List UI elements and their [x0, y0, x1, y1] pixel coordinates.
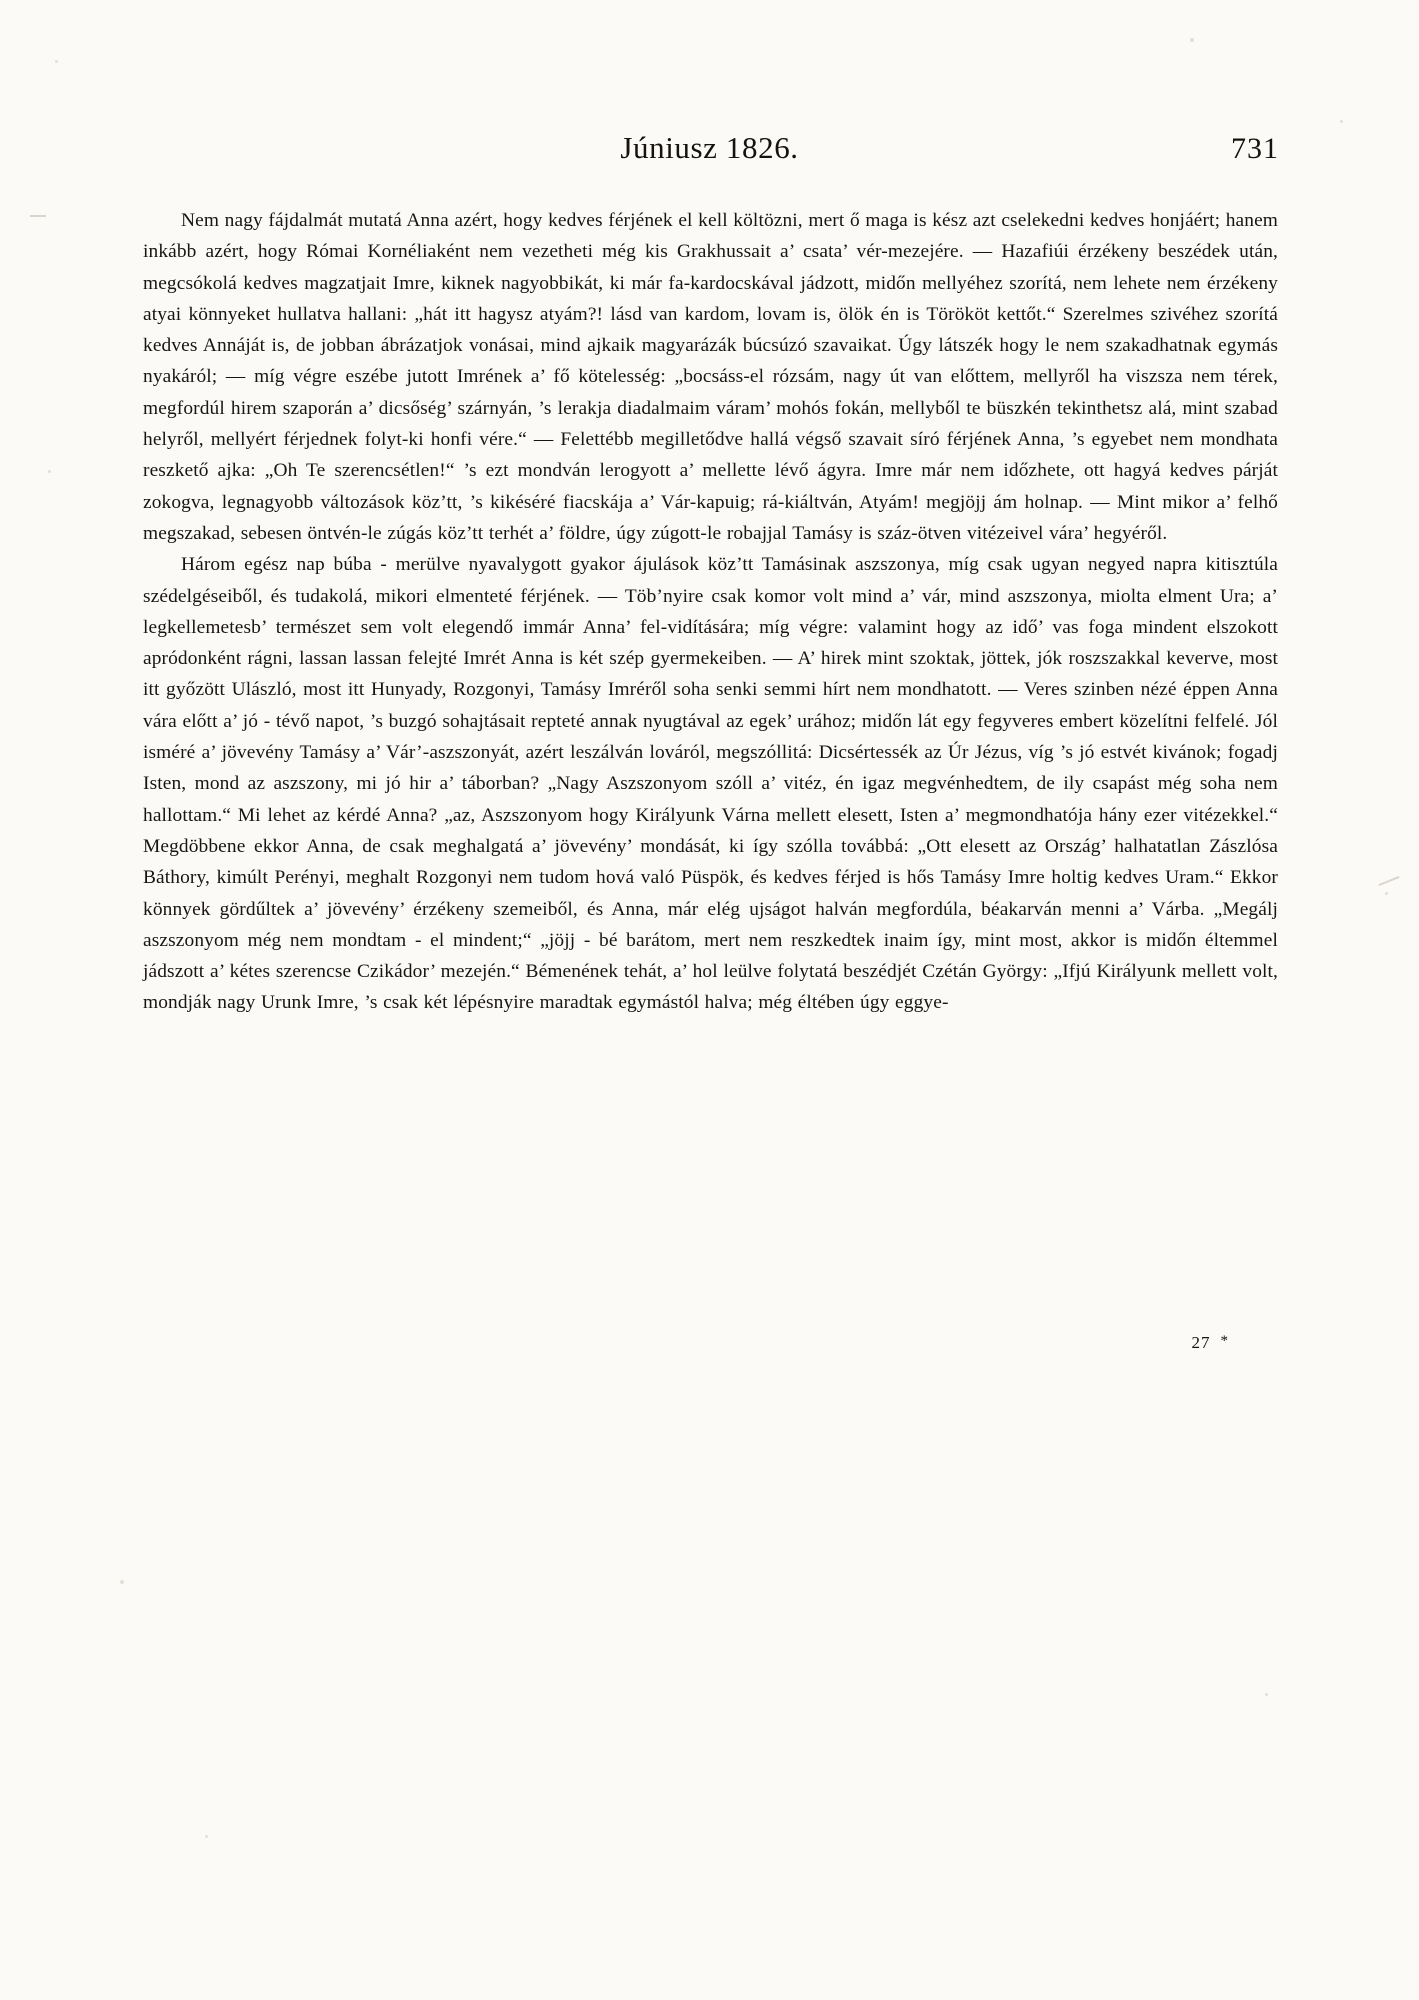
- page-title: Júniusz 1826.: [620, 130, 799, 165]
- page-edge-mark: [1378, 876, 1399, 886]
- paper-speck: [1385, 892, 1388, 895]
- paper-speck: [55, 60, 58, 63]
- page-number: 731: [1231, 132, 1279, 165]
- paragraph-1: Nem nagy fájdalmát mutatá Anna azért, hogy kedves férjének el kell költözni, mert ő maga is kész azt cselekedni kedves honjáért; hanem inkább azért, hogy Római Kornéliaként nem vezetheti még kis Grakhussait a’ csata’ vér-mezejére. — Hazafiúi érzékeny beszédek után, megcsókolá kedves magzatjait Imre, kiknek nagyobbikát, ki már fa-kardocskával jádzott, midőn mellyéhez szorítá, nem lehete nem érzékeny atyai könnyeket hullatva hallani: „hát itt hagysz atyám?! lásd van kardom, lovam is, ölök én is Törököt kettőt.“ Szerelmes szivéhez szorítá kedves Annáját is, de jobban ábrázatjok vonásai, mind ajkaik magyarázák búcsúzó szavaikat. Úgy látszék hogy le nem szakadhatnak egymás nyakáról; — míg végre eszébe jutott Imrének a’ fő kötelesség: „bocsáss-el rózsám, nagy út van előttem, mellyről ha viszsza nem térek, megfordúl hirem szaporán a’ dicsőség’ szárnyán, ’s lerakja diadalmaim váram’ mohós fokán, mellyből te büszkén tekinthetsz alá, mint szabad helyről, mellyért férjednek folyt-ki honfi vére.“ — Felettébb megilletődve hallá végső szavait síró férjének Anna, ’s egyebet nem mondhata reszkető ajka: „Oh Te szerencsétlen!“ ’s ezt mondván lerogyott a’ mellette lévő ágyra. Imre már nem időzhete, ott hagyá kedves párját zokogva, legnagyobb változások köz’tt, ’s kikéséré fiacskája a’ Vár-kapuig; rá-kiáltván, Atyám! megjöjj ám holnap. — Mint mikor a’ felhő megszakad, sebesen öntvén-le zúgás köz’tt terhét a’ földre, úgy zúgott-le robajjal Tamásy is száz-ötven vitézeivel vára’ hegyéről.: [143, 210, 1278, 544]
- page-body: [143, 205, 1278, 1019]
- paper-speck: [1340, 120, 1343, 123]
- signature-number: 27: [1191, 1333, 1211, 1352]
- page-header: [140, 130, 1279, 174]
- paper-speck: [205, 1835, 208, 1838]
- signature-mark: [1192, 1333, 1230, 1353]
- page-edge-mark: [30, 215, 46, 217]
- asterisk-icon: *: [1220, 1333, 1229, 1349]
- paper-speck: [48, 470, 51, 473]
- paragraph-2: Három egész nap búba - merülve nyavalygott gyakor ájulások köz’tt Tamásinak aszszonya, míg csak ugyan negyed napra kitisztúla szédelgéseiből, és tudakolá, mikori elmenteté férjének. — Töb’nyire csak komor volt mind a’ vár, mind aszszonya, miolta elment Ura; a’ legkellemetesb’ természet sem volt elegendő immár Anna’ fel-vidítására; míg végre: valamint hogy az idő’ vas foga mindent elszokott apródonként rágni, lassan lassan felejté Imrét Anna is két szép gyermekeiben. — A’ hirek mint szoktak, jöttek, jók roszszakkal keverve, most itt győzött Ulászló, most itt Hunyady, Rozgonyi, Tamásy Imréről soha senki semmi hírt nem mondhatott. — Veres szinben nézé éppen Anna vára előtt a’ jó - tévő napot, ’s buzgó sohajtásait repteté annak nyugtával az egek’ urához; midőn lát egy fegyveres embert közelítni felfelé. Jól isméré a’ jövevény Tamásy a’ Vár’-aszszonyát, azért leszálván lováról, megszóllitá: Dicsértessék az Úr Jézus, víg ’s jó estvét kivánok; fogadj Isten, mond az aszszony, mi jó hir a’ táborban? „Nagy Aszszonyom szóll a’ vitéz, én igaz megvénhedtem, de ily csapást még soha nem hallottam.“ Mi lehet az kérdé Anna? „az, Aszszonyom hogy Királyunk Várna mellett elesett, Isten a’ megmondhatója hány ezer vitézekkel.“ Megdöbbene ekkor Anna, de csak meghalgatá a’ jövevény’ mondását, ki így szólla továbbá: „Ott elesett az Ország’ halhatatlan Zászlósa Báthory, kimúlt Perényi, meghalt Rozgonyi nem tudom hová való Püspök, és kedves férjed is hős Tamásy Imre holtig kedves Uram.“ Ekkor könnyek gördűltek a’ jövevény’ érzékeny szemeiből, és Anna, már elég ujságot halván megfordúla, béakarván menni a’ Várba. „Megálj aszszonyom még nem mondtam - el mindent;“ „jöjj - bé barátom, mert nem reszkedtek inaim így, mint most, akkor is midőn éltemmel jádszott a’ kétes szerencse Czikádor’ mezején.“ Bémenének tehát, a’ hol leülve folytatá beszédjét Czétán György: „Ifjú Királyunk mellett volt, mondják nagy Urunk Imre, ’s csak két lépésnyire maradtak egymástól halva; még éltében úgy eggye-: [143, 554, 1278, 1014]
- paper-speck: [120, 1580, 124, 1584]
- paper-speck: [1190, 38, 1194, 42]
- paper-speck: [1265, 1693, 1268, 1696]
